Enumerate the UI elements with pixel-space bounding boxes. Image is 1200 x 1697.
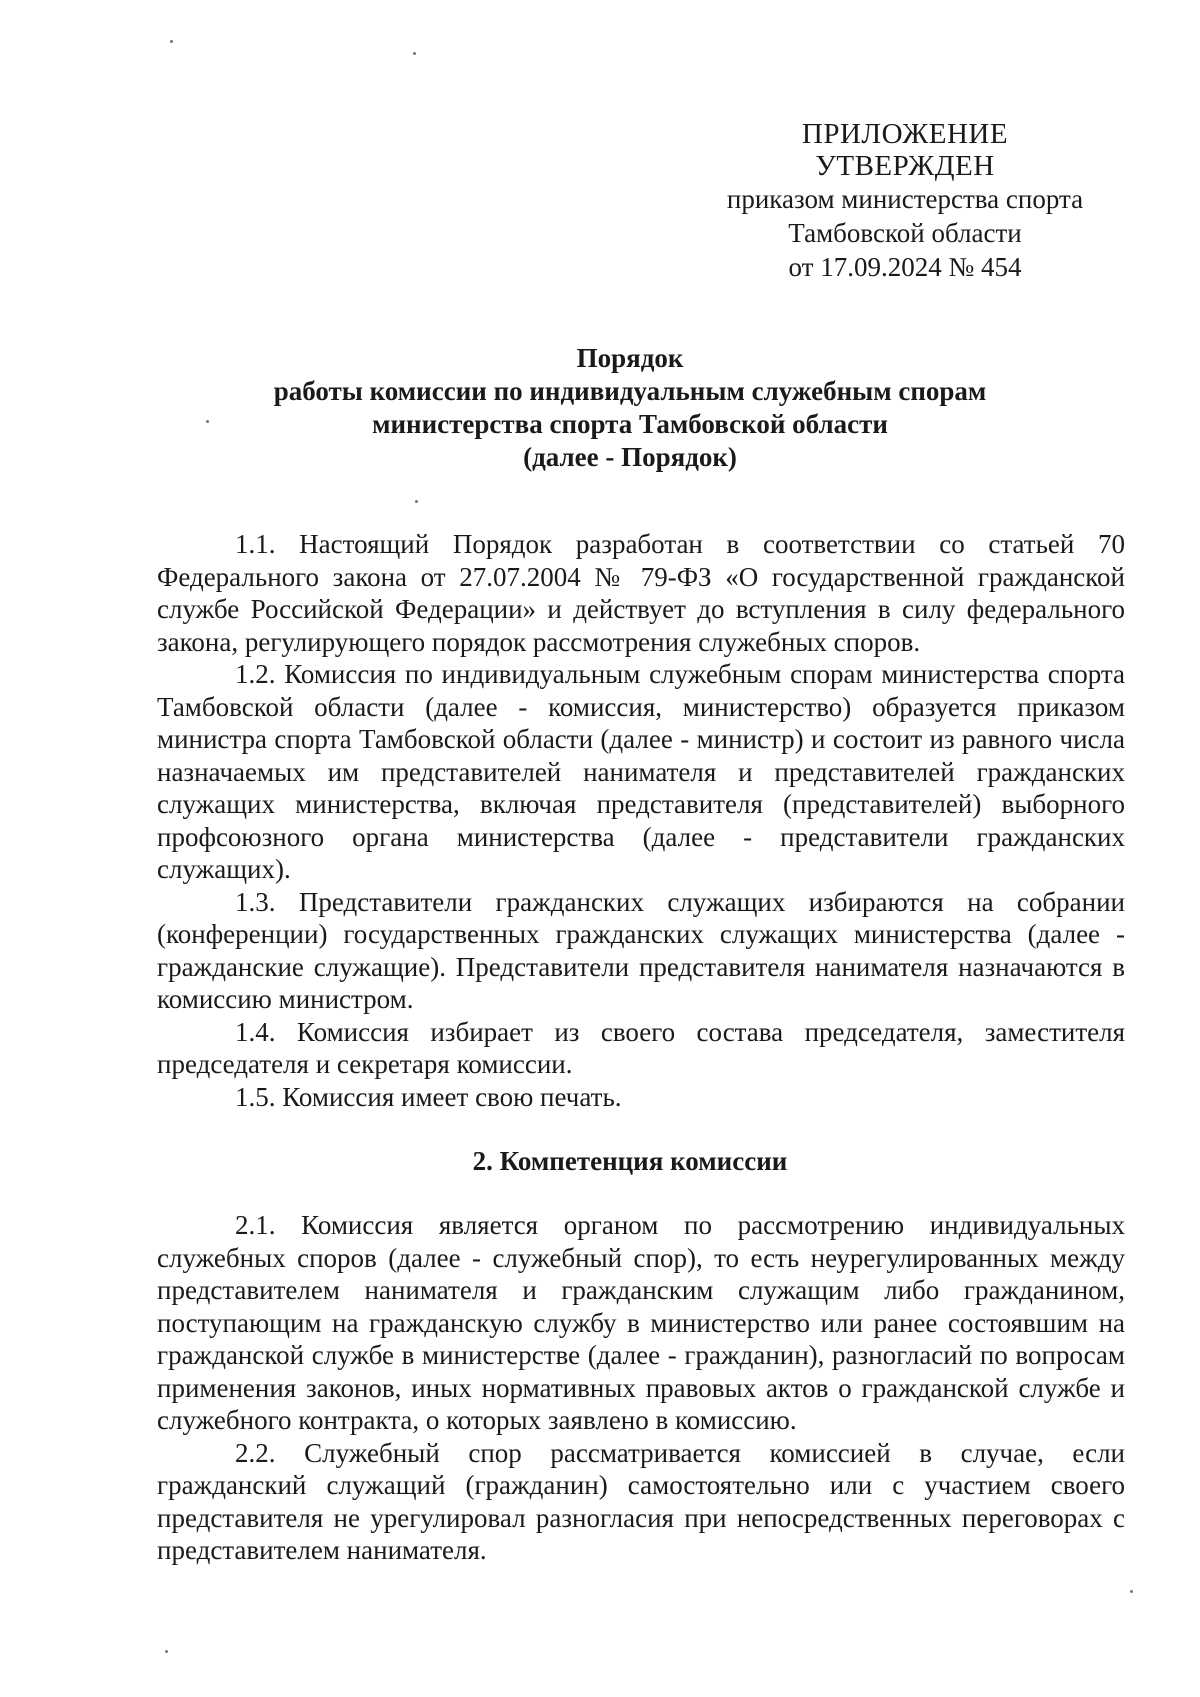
- appendix-label: ПРИЛОЖЕНИЕ: [801, 118, 1009, 150]
- approved-label: УТВЕРЖДЕН: [815, 150, 995, 182]
- document-title: [150, 342, 1110, 474]
- scan-speck: [170, 40, 173, 43]
- title-line-4: (далее - Порядок): [523, 442, 737, 472]
- title-line-2: работы комиссии по индивидуальным служебным спорам: [273, 376, 987, 406]
- scan-speck: [206, 420, 209, 423]
- title-line-3: министерства спорта Тамбовской области: [372, 409, 888, 439]
- scan-speck: [415, 500, 418, 503]
- section-2-heading: 2. Компетенция комиссии: [472, 1146, 788, 1176]
- paragraph-2-1: 2.1. Комиссия является органом по рассмотрению индивидуальных служебных споров (далее - служебный спор), то есть неурегулированных между представителем нанимателя и гражданским служащим либо гражданином, поступающим на гражданскую службу в министерство или ранее состоявшим на гражданской службе в министерстве (далее - гражданин), разногласий по вопросам применения законов, иных нормативных правовых актов о гражданской службе и служебного контракта, о которых заявлено в комиссию.: [157, 1210, 1125, 1435]
- title-line-1: Порядок: [576, 343, 684, 373]
- paragraph-1-3: 1.3. Представители гражданских служащих избираются на собрании (конференции) государственных гражданских служащих министерства (далее - гражданские служащие). Представители представителя нанимателя назначаются в комиссию министром.: [157, 886, 1125, 1014]
- paragraph-1-1: 1.1. Настоящий Порядок разработан в соответствии со статьей 70 Федерального закона от 27.07.2004 № 79-ФЗ «О государственной гражданской службе Российской Федерации» и действует до вступления в силу федерального закона, регулирующего порядок рассмотрения служебных споров.: [157, 529, 1125, 657]
- approved-by-region: Тамбовской области: [788, 218, 1022, 248]
- order-date-number: от 17.09.2024 № 454: [788, 252, 1022, 282]
- paragraph-1-5: 1.5. Комиссия имеет свою печать.: [235, 1081, 622, 1112]
- approved-by-order: приказом министерства спорта: [726, 184, 1084, 214]
- paragraph-1-2: 1.2. Комиссия по индивидуальным служебным спорам министерства спорта Тамбовской области (далее - комиссия, министерство) образуется приказом министра спорта Тамбовской области (далее - министр) и состоит из равного числа назначаемых им представителей нанимателя и представителей гражданских служащих министерства, включая представителя (представителей) выборного профсоюзного органа министерства (далее - представители гражданских служащих).: [157, 659, 1125, 884]
- scan-speck: [413, 52, 416, 55]
- paragraph-2-2: 2.2. Служебный спор рассматривается комиссией в случае, если гражданский служащий (гражданин) самостоятельно или с участием своего представителя не урегулировал разногласия при непосредственных переговорах с представителем нанимателя.: [157, 1437, 1125, 1565]
- scan-speck: [165, 1650, 168, 1653]
- section-1-body: [157, 528, 1125, 1113]
- scan-speck: [1130, 1590, 1133, 1593]
- section-2-body: [157, 1209, 1125, 1567]
- approval-stamp-block: [690, 118, 1120, 284]
- paragraph-1-4: 1.4. Комиссия избирает из своего состава председателя, заместителя председателя и секретаря комиссии.: [157, 1016, 1125, 1079]
